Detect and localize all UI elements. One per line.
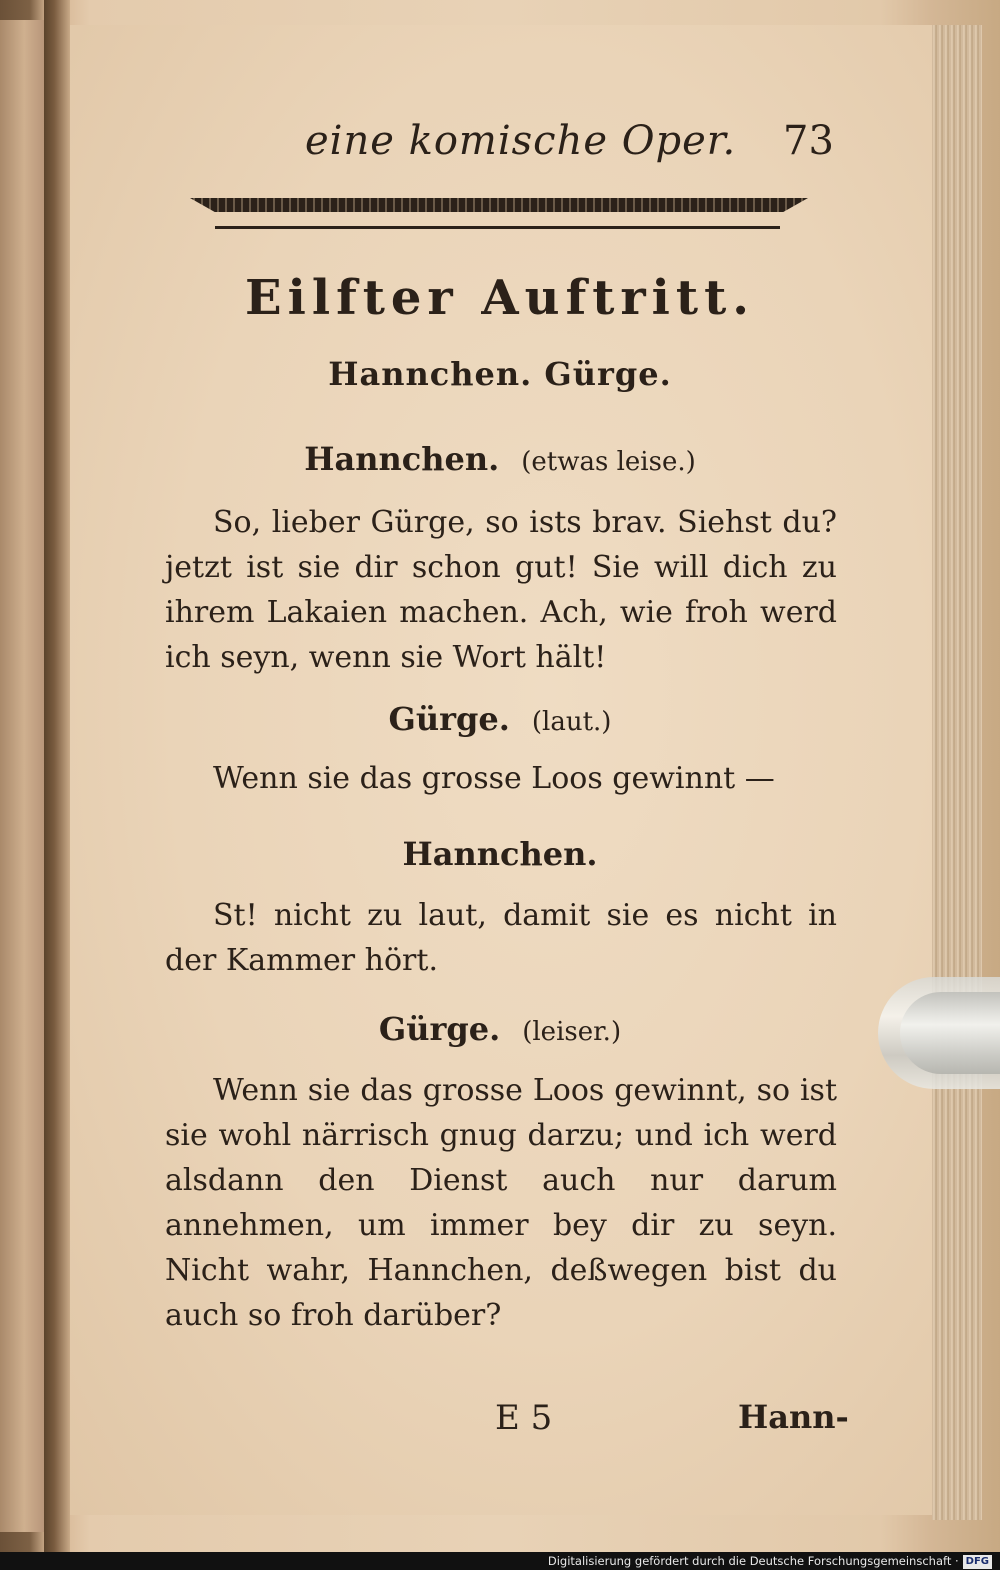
running-header: eine komische Oper. [305, 118, 737, 164]
speaker-label [0, 1010, 1000, 1048]
ornamental-rule [190, 198, 808, 212]
dialogue-paragraph: Wenn sie das grosse Loos gewinnt, so ist sie wohl närrisch gnug darzu; und ich werd alsdann den Dienst auch nur darum annehmen, um immer bey dir zu seyn. Nicht wahr, Hannchen, deßwegen bist du auch so froh darüber? [165, 1073, 837, 1333]
stage-direction: (etwas leise.) [521, 447, 696, 477]
speaker-label [0, 440, 1000, 478]
speaker-name: Gürge. [378, 1010, 501, 1048]
left-page-edge [0, 20, 44, 1532]
signature-mark: E 5 [495, 1398, 553, 1438]
header-rule-line [215, 226, 780, 229]
dialogue-paragraph: Wenn sie das grosse Loos gewinnt — [213, 761, 775, 796]
persons-line: Hannchen. Gürge. [328, 355, 672, 393]
stage-direction: (laut.) [531, 707, 612, 737]
speaker-name: Hannchen. [304, 440, 500, 478]
speaker-label [0, 700, 1000, 738]
credit-text: Digitalisierung gefördert durch die Deutsche Forschungsgemeinschaft · [547, 1554, 959, 1568]
catchword: Hann- [738, 1398, 849, 1436]
page-number: 73 [783, 118, 834, 164]
page-stack-edges [932, 25, 982, 1520]
speaker-name: Hannchen. [402, 835, 598, 873]
scene-heading: Eilfter Auftritt. [245, 270, 755, 326]
book-gutter [44, 0, 70, 1552]
dfg-logo: DFG [963, 1555, 992, 1569]
credit-bar [0, 1552, 1000, 1570]
dialogue-paragraph: So, lieber Gürge, so ists brav. Siehst du? jetzt ist sie dir schon gut! Sie will dich zu ihrem Lakaien machen. Ach, wie froh werd ich seyn, wenn sie Wort hält! [165, 505, 837, 675]
dialogue-paragraph: St! nicht zu laut, damit sie es nicht in der Kammer hört. [165, 898, 837, 978]
speaker-name: Gürge. [388, 700, 510, 738]
speaker-label [0, 835, 1000, 873]
stage-direction: (leiser.) [522, 1017, 622, 1047]
